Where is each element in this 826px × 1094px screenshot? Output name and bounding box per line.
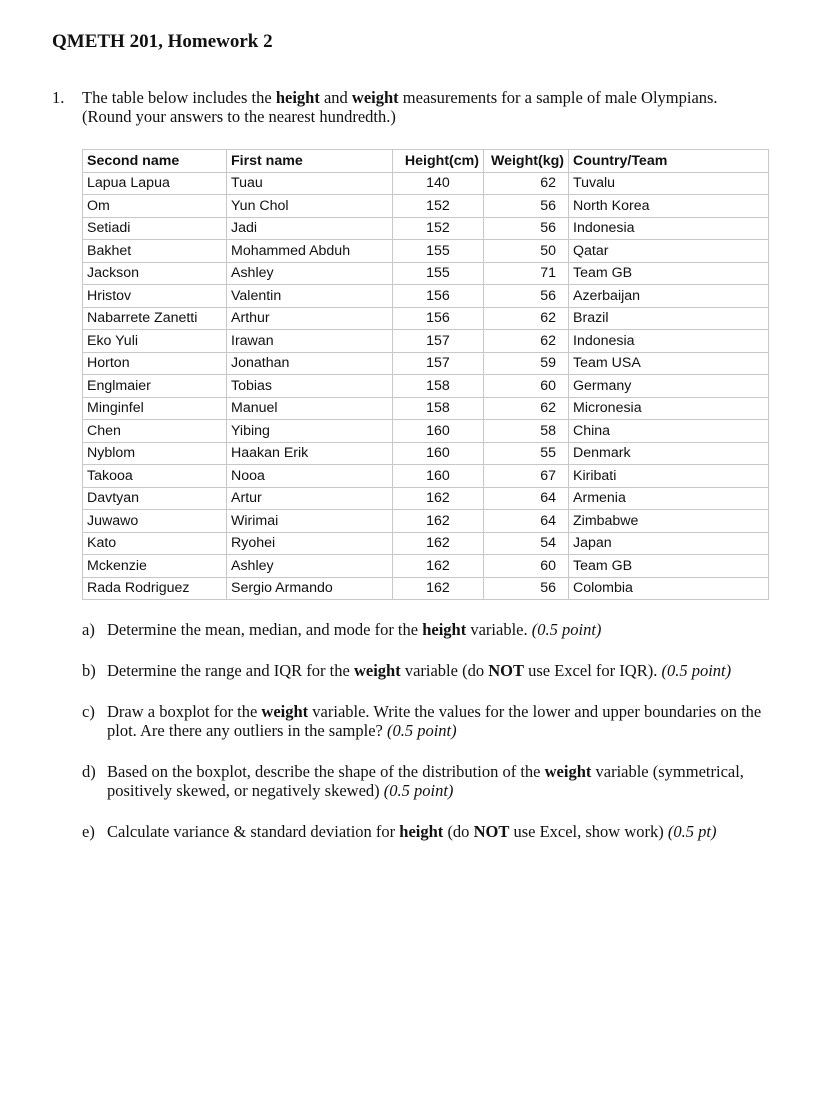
sub-question-text <box>107 822 772 841</box>
weight-cell: 71 <box>484 262 569 285</box>
weight-cell: 62 <box>484 330 569 353</box>
table-row <box>83 307 769 330</box>
second-name-cell: Jackson <box>83 262 227 285</box>
weight-cell: 56 <box>484 195 569 218</box>
first-name-cell: Ashley <box>227 555 393 578</box>
weight-cell: 60 <box>484 375 569 398</box>
height-cell: 160 <box>393 442 484 465</box>
second-name-cell: Kato <box>83 532 227 555</box>
table-row <box>83 352 769 375</box>
first-name-cell: Haakan Erik <box>227 442 393 465</box>
height-cell: 152 <box>393 195 484 218</box>
weight-cell: 56 <box>484 217 569 240</box>
sub-question-text <box>107 762 772 800</box>
height-cell: 155 <box>393 262 484 285</box>
weight-cell: 55 <box>484 442 569 465</box>
second-name-cell: Chen <box>83 420 227 443</box>
height-cell: 156 <box>393 285 484 308</box>
weight-cell: 60 <box>484 555 569 578</box>
table-row <box>83 195 769 218</box>
question-bold-weight: weight <box>351 88 399 107</box>
text-segment: variable (symmetrical, positively skewed, or negatively skewed) <box>107 762 744 800</box>
height-cell: 140 <box>393 172 484 195</box>
sub-question-text <box>107 620 772 639</box>
country-cell: Tuvalu <box>569 172 769 195</box>
text-segment: variable. Write the values for the lower and upper boundaries on the plot. Are there any outliers in the sample? <box>107 702 762 740</box>
table-header-row <box>83 150 769 173</box>
table-row <box>83 217 769 240</box>
table-row <box>83 262 769 285</box>
weight-cell: 56 <box>484 577 569 600</box>
sub-question-label: c) <box>82 702 95 721</box>
table-row <box>83 330 769 353</box>
first-name-cell: Wirimai <box>227 510 393 533</box>
text-segment: (0.5 point) <box>383 781 454 800</box>
second-name-cell: Englmaier <box>83 375 227 398</box>
table-row <box>83 375 769 398</box>
country-cell: Colombia <box>569 577 769 600</box>
table-row <box>83 510 769 533</box>
question-bold-height: height <box>275 88 320 107</box>
sub-question-d <box>82 762 772 800</box>
second-name-cell: Mckenzie <box>83 555 227 578</box>
country-cell: North Korea <box>569 195 769 218</box>
height-cell: 162 <box>393 555 484 578</box>
second-name-cell: Minginfel <box>83 397 227 420</box>
country-cell: Zimbabwe <box>569 510 769 533</box>
first-name-cell: Artur <box>227 487 393 510</box>
table-row <box>83 532 769 555</box>
weight-cell: 62 <box>484 397 569 420</box>
text-segment: variable (do <box>400 661 489 680</box>
country-cell: Team GB <box>569 555 769 578</box>
sub-question-label: e) <box>82 822 95 841</box>
height-cell: 152 <box>393 217 484 240</box>
country-cell: Brazil <box>569 307 769 330</box>
weight-cell: 62 <box>484 172 569 195</box>
second-name-cell: Juwawo <box>83 510 227 533</box>
text-segment: variable. <box>466 620 532 639</box>
height-cell: 162 <box>393 510 484 533</box>
olympians-table <box>82 149 769 600</box>
table-row <box>83 420 769 443</box>
table-body <box>83 172 769 600</box>
sub-question-b <box>82 661 772 680</box>
question-number: 1. <box>52 88 65 107</box>
height-cell: 162 <box>393 577 484 600</box>
header-second-name: Second name <box>83 150 227 173</box>
country-cell: China <box>569 420 769 443</box>
text-segment: Based on the boxplot, describe the shape of the distribution of the <box>107 762 545 781</box>
first-name-cell: Yun Chol <box>227 195 393 218</box>
table-row <box>83 487 769 510</box>
text-segment: use Excel for IQR). <box>523 661 662 680</box>
question-text-c: measurements for a sample of male Olympians. (Round your answers to the nearest hundredth.) <box>82 88 718 126</box>
text-segment: Draw a boxplot for the <box>107 702 262 721</box>
text-segment: Determine the range and IQR for the <box>107 661 354 680</box>
first-name-cell: Arthur <box>227 307 393 330</box>
text-segment: (0.5 point) <box>386 721 457 740</box>
first-name-cell: Tobias <box>227 375 393 398</box>
second-name-cell: Rada Rodriguez <box>83 577 227 600</box>
height-cell: 160 <box>393 420 484 443</box>
weight-cell: 64 <box>484 487 569 510</box>
table-row <box>83 555 769 578</box>
second-name-cell: Horton <box>83 352 227 375</box>
weight-cell: 58 <box>484 420 569 443</box>
weight-cell: 64 <box>484 510 569 533</box>
table-row <box>83 397 769 420</box>
table-row <box>83 465 769 488</box>
country-cell: Azerbaijan <box>569 285 769 308</box>
weight-cell: 56 <box>484 285 569 308</box>
second-name-cell: Eko Yuli <box>83 330 227 353</box>
table-row <box>83 442 769 465</box>
first-name-cell: Mohammed Abduh <box>227 240 393 263</box>
text-segment: (do <box>443 822 474 841</box>
second-name-cell: Lapua Lapua <box>83 172 227 195</box>
table-row <box>83 240 769 263</box>
weight-cell: 54 <box>484 532 569 555</box>
header-country: Country/Team <box>569 150 769 173</box>
first-name-cell: Yibing <box>227 420 393 443</box>
text-segment: NOT <box>488 661 524 680</box>
header-first-name: First name <box>227 150 393 173</box>
question-text <box>82 88 752 126</box>
weight-cell: 62 <box>484 307 569 330</box>
height-cell: 157 <box>393 352 484 375</box>
second-name-cell: Nabarrete Zanetti <box>83 307 227 330</box>
first-name-cell: Ryohei <box>227 532 393 555</box>
text-segment: weight <box>353 661 401 680</box>
height-cell: 156 <box>393 307 484 330</box>
sub-question-label: a) <box>82 620 95 639</box>
country-cell: Indonesia <box>569 330 769 353</box>
country-cell: Micronesia <box>569 397 769 420</box>
sub-question-a <box>82 620 772 639</box>
sub-question-text <box>107 702 772 740</box>
country-cell: Armenia <box>569 487 769 510</box>
country-cell: Japan <box>569 532 769 555</box>
question-text-a: The table below includes the <box>82 88 276 107</box>
height-cell: 157 <box>393 330 484 353</box>
first-name-cell: Irawan <box>227 330 393 353</box>
first-name-cell: Valentin <box>227 285 393 308</box>
country-cell: Qatar <box>569 240 769 263</box>
text-segment: (0.5 pt) <box>667 822 717 841</box>
table-row <box>83 172 769 195</box>
country-cell: Indonesia <box>569 217 769 240</box>
weight-cell: 59 <box>484 352 569 375</box>
country-cell: Kiribati <box>569 465 769 488</box>
text-segment: height <box>399 822 444 841</box>
second-name-cell: Hristov <box>83 285 227 308</box>
first-name-cell: Tuau <box>227 172 393 195</box>
sub-question-text <box>107 661 772 680</box>
country-cell: Team GB <box>569 262 769 285</box>
height-cell: 162 <box>393 532 484 555</box>
first-name-cell: Jadi <box>227 217 393 240</box>
text-segment: (0.5 point) <box>661 661 732 680</box>
text-segment: Determine the mean, median, and mode for the <box>107 620 423 639</box>
country-cell: Denmark <box>569 442 769 465</box>
sub-questions <box>82 620 772 863</box>
question-text-b: and <box>319 88 352 107</box>
first-name-cell: Jonathan <box>227 352 393 375</box>
sub-question-label: b) <box>82 661 96 680</box>
first-name-cell: Ashley <box>227 262 393 285</box>
header-height: Height(cm) <box>393 150 484 173</box>
text-segment: weight <box>261 702 309 721</box>
first-name-cell: Manuel <box>227 397 393 420</box>
text-segment: use Excel, show work) <box>509 822 668 841</box>
second-name-cell: Takooa <box>83 465 227 488</box>
text-segment: NOT <box>473 822 510 841</box>
text-segment: Calculate variance & standard deviation for <box>107 822 400 841</box>
text-segment: (0.5 point) <box>531 620 602 639</box>
country-cell: Germany <box>569 375 769 398</box>
page-title: QMETH 201, Homework 2 <box>52 31 273 52</box>
second-name-cell: Nyblom <box>83 442 227 465</box>
weight-cell: 50 <box>484 240 569 263</box>
second-name-cell: Davtyan <box>83 487 227 510</box>
second-name-cell: Setiadi <box>83 217 227 240</box>
sub-question-c <box>82 702 772 740</box>
first-name-cell: Nooa <box>227 465 393 488</box>
table-row <box>83 285 769 308</box>
height-cell: 158 <box>393 397 484 420</box>
weight-cell: 67 <box>484 465 569 488</box>
sub-question-e <box>82 822 772 841</box>
second-name-cell: Bakhet <box>83 240 227 263</box>
height-cell: 158 <box>393 375 484 398</box>
header-weight: Weight(kg) <box>484 150 569 173</box>
height-cell: 155 <box>393 240 484 263</box>
text-segment: height <box>422 620 467 639</box>
text-segment: weight <box>544 762 592 781</box>
second-name-cell: Om <box>83 195 227 218</box>
first-name-cell: Sergio Armando <box>227 577 393 600</box>
height-cell: 162 <box>393 487 484 510</box>
country-cell: Team USA <box>569 352 769 375</box>
height-cell: 160 <box>393 465 484 488</box>
table-row <box>83 577 769 600</box>
sub-question-label: d) <box>82 762 96 781</box>
